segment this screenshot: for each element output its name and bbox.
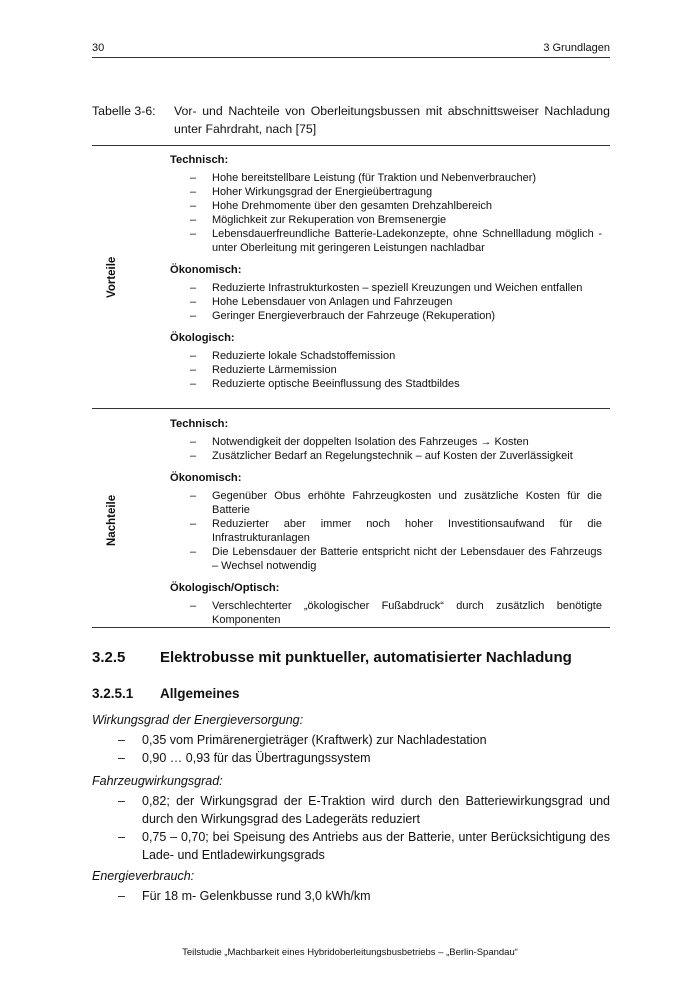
bullet-list bbox=[170, 349, 602, 391]
row-label-vorteile: Vorteile bbox=[106, 256, 118, 298]
section-title: Elektrobusse mit punktueller, automatisierter Nachladung bbox=[160, 649, 572, 666]
list-item: – Hohe Drehmomente über den gesamten Drehzahlbereich bbox=[190, 200, 493, 212]
page-number: 30 bbox=[92, 42, 105, 54]
chapter-title: 3 Grundlagen bbox=[543, 42, 610, 54]
list-item: – Reduzierte Infrastrukturkosten – speziell Kreuzungen und Weichen entfallen bbox=[190, 282, 583, 294]
table-row-vorteile bbox=[92, 145, 610, 408]
category-title: Technisch: bbox=[170, 418, 229, 430]
list-item: – Die Lebensdauer der Batterie entspricht nicht der Lebensdauer des Fahrzeugs – Wechsel notwendig bbox=[190, 546, 602, 572]
bullet-list bbox=[92, 731, 610, 767]
section-number: 3.2.5 bbox=[92, 649, 126, 666]
bullet-list bbox=[92, 792, 610, 864]
table-row-nachteile bbox=[92, 408, 610, 628]
table-caption-text: Vor- und Nachteile von Oberleitungsbussen mit abschnittsweiser Nachladung unter Fahrdraht, nach [75] bbox=[174, 104, 610, 136]
list-item: – Hohe Lebensdauer von Anlagen und Fahrzeugen bbox=[190, 296, 453, 308]
paragraph-heading: Energieverbrauch: bbox=[92, 869, 195, 883]
category-title: Ökologisch/Optisch: bbox=[170, 582, 280, 594]
list-item: – 0,90 … 0,93 für das Übertragungssystem bbox=[118, 751, 371, 765]
running-header bbox=[92, 41, 610, 58]
list-item: – Reduzierte Lärmemission bbox=[190, 364, 337, 376]
bullet-list bbox=[92, 887, 610, 905]
row-label-nachteile: Nachteile bbox=[106, 494, 118, 546]
category-title: Ökonomisch: bbox=[170, 264, 242, 276]
category-title: Ökologisch: bbox=[170, 332, 235, 344]
paragraph-heading: Wirkungsgrad der Energieversorgung: bbox=[92, 713, 304, 727]
list-item: – Reduzierte optische Beeinflussung des Stadtbildes bbox=[190, 378, 460, 390]
list-item: – Hohe bereitstellbare Leistung (für Traktion und Nebenverbraucher) bbox=[190, 172, 537, 184]
list-item: – Verschlechterter „ökologischer Fußabdruck“ durch zusätzlich benötigte Komponenten bbox=[190, 600, 602, 626]
bullet-list bbox=[170, 171, 602, 255]
list-item: – Hoher Wirkungsgrad der Energieübertragung bbox=[190, 186, 433, 198]
bullet-list bbox=[170, 435, 602, 463]
table-caption-label: Tabelle 3-6: bbox=[92, 104, 156, 118]
list-item: – Notwendigkeit der doppelten Isolation des Fahrzeuges → Kosten bbox=[190, 436, 529, 448]
list-item: – Geringer Energieverbrauch der Fahrzeuge (Rekuperation) bbox=[190, 310, 496, 322]
bullet-list bbox=[170, 489, 602, 573]
category-title: Ökonomisch: bbox=[170, 472, 242, 484]
nachteile-content bbox=[170, 409, 602, 627]
list-item: – Zusätzlicher Bedarf an Regelungstechnik – auf Kosten der Zuverlässigkeit bbox=[190, 450, 573, 462]
category-title: Technisch: bbox=[170, 154, 229, 166]
paragraph-heading: Fahrzeugwirkungsgrad: bbox=[92, 774, 223, 788]
vorteile-content bbox=[170, 146, 602, 391]
page-footer: Teilstudie „Machbarkeit eines Hybridoberleitungsbusbetriebs – „Berlin-Spandau“ bbox=[182, 947, 518, 958]
bullet-list bbox=[170, 281, 602, 323]
bullet-list bbox=[170, 599, 602, 627]
list-item: – Lebensdauerfreundliche Batterie-Ladekonzepte, ohne Schnellladung möglich - unter Oberleitung mit geringeren Leistungen nachladbar bbox=[190, 228, 602, 254]
list-item: – Reduzierter aber immer noch hoher Investitionsaufwand für die Infrastrukturanlagen bbox=[190, 518, 602, 544]
list-item: – Reduzierte lokale Schadstoffemission bbox=[190, 350, 396, 362]
list-item: – 0,75 – 0,70; bei Speisung des Antriebs aus der Batterie, unter Berücksichtigung des Lade- und Entladewirkungsgrads bbox=[118, 830, 610, 862]
list-item: – Für 18 m- Gelenkbusse rund 3,0 kWh/km bbox=[118, 889, 371, 903]
list-item: – Gegenüber Obus erhöhte Fahrzeugkosten und zusätzliche Kosten für die Batterie bbox=[190, 490, 602, 516]
list-item: – 0,35 vom Primärenergieträger (Kraftwerk) zur Nachladestation bbox=[118, 733, 487, 747]
list-item: – Möglichkeit zur Rekuperation von Bremsenergie bbox=[190, 214, 447, 226]
subsection-number: 3.2.5.1 bbox=[92, 686, 134, 701]
list-item: – 0,82; der Wirkungsgrad der E-Traktion wird durch den Batteriewirkungsgrad und durch den Wirkungsgrad des Ladegeräts reduziert bbox=[118, 794, 610, 826]
subsection-title: Allgemeines bbox=[160, 686, 240, 701]
